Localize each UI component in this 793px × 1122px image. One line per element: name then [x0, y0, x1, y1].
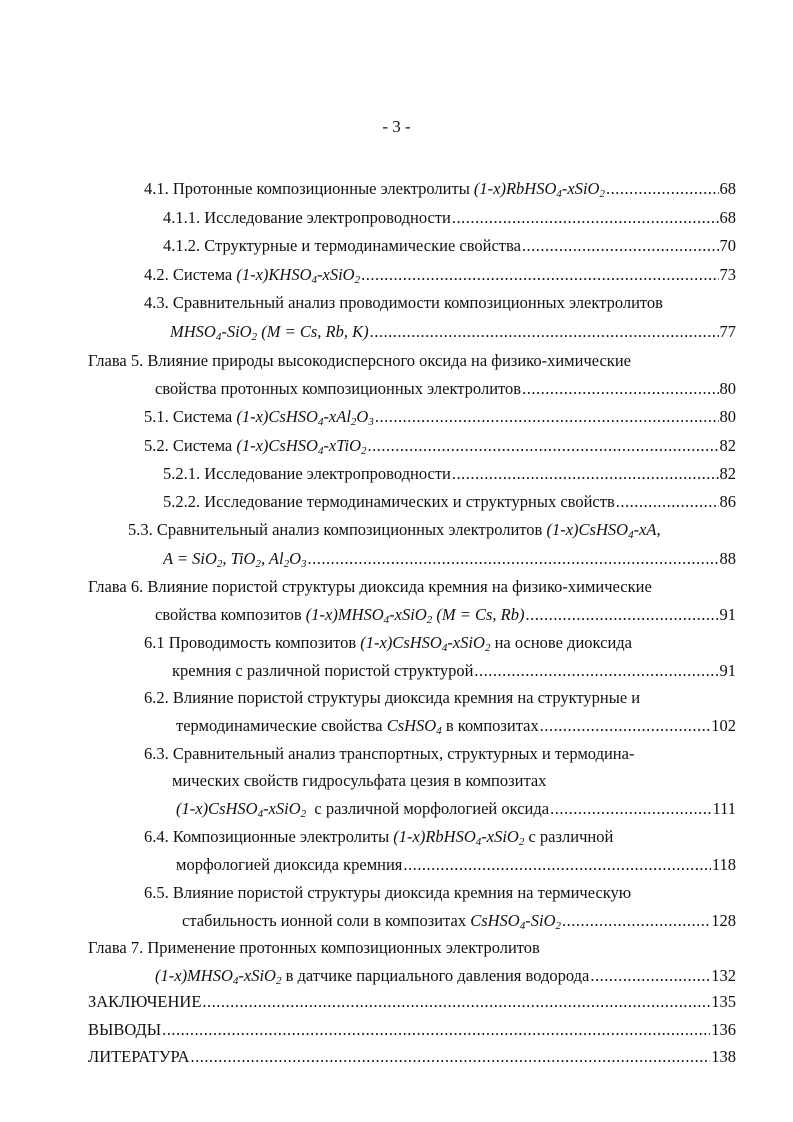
leader-dots	[202, 991, 710, 1013]
toc-entry-5-2[interactable]: 5.2. Система (1-x)CsHSO$_4$-xTiO$_2$ ..... 82	[144, 435, 736, 457]
toc-page-number: 77	[719, 322, 736, 341]
toc-page-number: 135	[711, 992, 736, 1011]
toc-chapter-7[interactable]: $(1-x)MHSO_4-xSiO_2$ в датчике парциального давления водорода ..... 132	[155, 965, 736, 987]
leader-dots	[590, 965, 710, 987]
toc-entry-6-5[interactable]: стабильность ионной соли в композитах CsHSO$_4$-SiO$_2$ ..... 128	[182, 910, 736, 932]
toc-page-number: 68	[719, 179, 736, 198]
toc-chapter-6-title[interactable]: Глава 6. Влияние пористой структуры диоксида кремния на физико-химические	[88, 577, 652, 596]
toc-page-number: 136	[711, 1020, 736, 1039]
toc-page-number: 138	[711, 1047, 736, 1066]
toc-entry-6-1[interactable]: кремния с различной пористой структурой ..... 91	[172, 660, 736, 682]
toc-entry-6-5-title[interactable]: 6.5. Влияние пористой структуры диоксида кремния на термическую	[144, 883, 632, 902]
leader-dots	[452, 463, 719, 485]
page-number: - 3 -	[382, 117, 411, 136]
toc-entry-5-1[interactable]: 5.1. Система $(1-x)CsHSO_4-xAl_2O_3$ ..... 80	[144, 406, 736, 428]
leader-dots	[616, 491, 719, 513]
toc-entry-4-1-1[interactable]: 4.1.1. Исследование электропроводности ..... 68	[163, 207, 736, 229]
toc-page-number: 80	[719, 379, 736, 398]
toc-entry-6-3-title-2[interactable]: мических свойств гидросульфата цезия в композитах	[172, 771, 547, 790]
toc-entry-4-2[interactable]: 4.2. Система $(1-x)KHSO_4-xSiO_2$ ..... 73	[144, 264, 736, 286]
toc-entry-6-3-title[interactable]: 6.3. Сравнительный анализ транспортных, структурных и термодина-	[144, 744, 635, 763]
leader-dots	[162, 1019, 710, 1041]
leader-dots	[562, 910, 710, 932]
toc-entry-6-4-title[interactable]: 6.4. Композиционные электролиты (1-x)RbHSO$_4$-xSiO$_2$ с различной	[144, 827, 614, 848]
leader-dots	[308, 548, 719, 570]
toc-entry-5-2-1[interactable]: 5.2.1. Исследование электропроводности ..... 82	[163, 463, 736, 485]
toc-chapter-7-title[interactable]: Глава 7. Применение протонных композиционных электролитов	[88, 938, 540, 957]
toc-entry-6-2-title[interactable]: 6.2. Влияние пористой структуры диоксида кремния на структурные и	[144, 688, 641, 707]
toc-page-number: 86	[719, 492, 736, 511]
toc-entry-5-2-2[interactable]: 5.2.2. Исследование термодинамических и структурных свойств ..... 86	[163, 491, 736, 513]
toc-page-number: 132	[711, 966, 736, 985]
leader-dots	[522, 378, 718, 400]
leader-dots	[526, 604, 719, 626]
leader-dots	[370, 321, 719, 343]
toc-entry-6-4[interactable]: морфологией диоксида кремния ..... 118	[176, 854, 736, 876]
toc-page-number: 91	[719, 605, 736, 624]
toc-entry-6-2[interactable]: термодинамические свойства CsHSO$_4$ в композитах ..... 102	[176, 715, 736, 737]
toc-literature[interactable]: ЛИТЕРАТУРА ..... 138	[88, 1046, 736, 1068]
toc-findings[interactable]: ВЫВОДЫ ..... 136	[88, 1019, 736, 1041]
toc-entry-4-1[interactable]: 4.1. Протонные композиционные электролиты (1-x)RbHSO$_4$-xSiO$_2$ ..... 68	[144, 178, 736, 200]
toc-chapter-6[interactable]: свойства композитов $(1-x)MHSO_4-xSiO_2$ (M = Cs, Rb) ..... 91	[155, 604, 736, 626]
leader-dots	[452, 207, 719, 229]
toc-chapter-5[interactable]: свойства протонных композиционных электролитов ..... 80	[155, 378, 736, 400]
leader-dots	[375, 406, 719, 428]
leader-dots	[606, 178, 719, 200]
toc-chapter-5-title[interactable]: Глава 5. Влияние природы высокодисперсного оксида на физико-химические	[88, 351, 631, 370]
toc-entry-6-3[interactable]: (1-x)CsHSO$_4$-xSiO$_2$ с различной морфологией оксида ..... 111	[176, 798, 736, 820]
leader-dots	[522, 235, 719, 257]
toc-entry-4-3[interactable]: $MHSO_4-SiO_2$ (M = Cs, Rb, K) ..... 77	[170, 321, 736, 343]
leader-dots	[474, 660, 718, 682]
toc-page-number: 91	[719, 661, 736, 680]
toc-entry-5-3-title[interactable]: 5.3. Сравнительный анализ композиционных электролитов (1-x)CsHSO$_4$-xA,	[128, 520, 661, 541]
toc-entry-5-3[interactable]: A = SiO$_2$, TiO$_2$, $Al_2O_3$ ..... 88	[163, 548, 736, 570]
toc-page-number: 68	[719, 208, 736, 227]
toc-page-number: 70	[719, 236, 736, 255]
toc-page-number: 111	[712, 799, 736, 818]
leader-dots	[191, 1046, 711, 1068]
toc-page-number: 128	[711, 911, 736, 930]
toc-entry-4-3-title[interactable]: 4.3. Сравнительный анализ проводимости композиционных электролитов	[144, 293, 663, 312]
toc-page-number: 73	[719, 265, 736, 284]
toc-page-number: 102	[711, 716, 736, 735]
toc-conclusion[interactable]: ЗАКЛЮЧЕНИЕ ..... 135	[88, 991, 736, 1013]
toc-page-number: 88	[719, 549, 736, 568]
leader-dots	[550, 798, 711, 820]
toc-entry-4-1-2[interactable]: 4.1.2. Структурные и термодинамические свойства ..... 70	[163, 235, 736, 257]
leader-dots	[368, 435, 719, 457]
toc-page-number: 118	[711, 855, 736, 874]
leader-dots	[403, 854, 710, 876]
leader-dots	[540, 715, 711, 737]
toc-page-number: 82	[719, 464, 736, 483]
toc-page-number: 80	[719, 407, 736, 426]
toc-page-number: 82	[719, 436, 736, 455]
toc-entry-6-1-title[interactable]: 6.1 Проводимость композитов (1-x)CsHSO$_4$-xSiO$_2$ на основе диоксида	[144, 633, 633, 654]
leader-dots	[361, 264, 718, 286]
